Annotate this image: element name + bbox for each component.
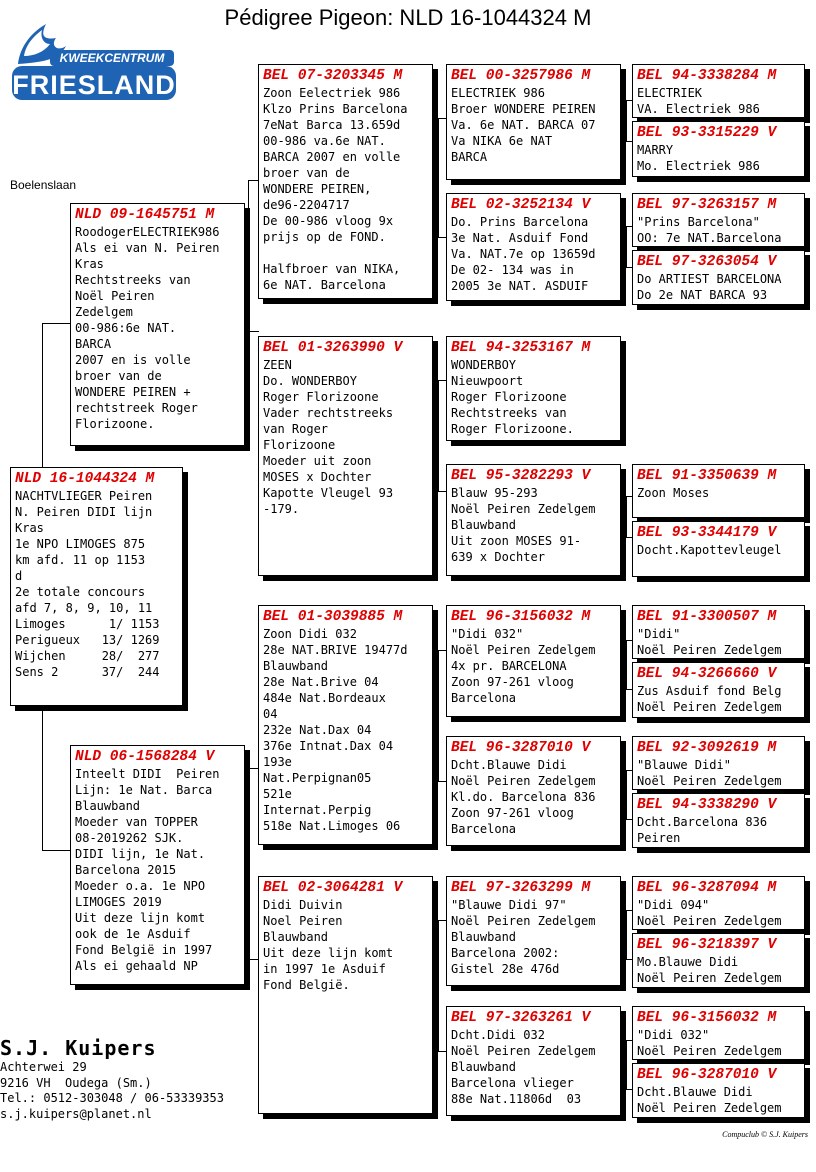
ring-number: BEL 97-3263054 V (637, 254, 777, 270)
pedigree-card-gen3[interactable] (446, 876, 621, 986)
pedigree-card-gen4[interactable] (632, 876, 805, 930)
pigeon-description: ELECTRIEK VA. Electriek 986 (637, 86, 760, 116)
ring-number: BEL 95-3282293 V (451, 468, 591, 484)
pigeon-description: Didi Duivin Noel Peiren Blauwband Uit deze lijn komt in 1997 1e Asduif Fond België. (263, 898, 394, 992)
pedigree-card-grandsire-paternal[interactable] (258, 64, 433, 299)
pigeon-description: Zoon Didi 032 28e NAT.BRIVE 19477d Blauwband 28e Nat.Brive 04 484e Nat.Bordeaux 04 232e Nat.Dax 04 376e Intnat.Dax 04 193e Nat.Perpignan05 521e Internat.Perpig 518e Nat.Limoges 06 (263, 627, 408, 833)
pedigree-card-gen4[interactable] (632, 662, 805, 718)
owner-email[interactable]: s.j.kuipers@planet.nl (0, 1106, 152, 1121)
pigeon-description: ZEEN Do. WONDERBOY Roger Florizoone Vader rechtstreeks van Roger Florizoone Moeder uit zoon MOSES x Dochter Kapotte Vleugel 93 -179. (263, 358, 394, 516)
pedigree-card-grandsire-maternal[interactable] (258, 605, 433, 845)
kweekcentrum-friesland-logo (10, 16, 178, 102)
pedigree-card-gen4[interactable] (632, 933, 805, 988)
ring-number: BEL 97-3263261 V (451, 1010, 591, 1026)
pigeon-description: Mo.Blauwe Didi Noël Peiren Zedelgem (637, 955, 782, 985)
loft-name: Boelenslaan (10, 178, 77, 192)
pedigree-card-gen3[interactable] (446, 64, 621, 180)
pedigree-card-gen4[interactable] (632, 121, 805, 177)
pedigree-card-gen4[interactable] (632, 64, 805, 118)
pigeon-description: Inteelt DIDI Peiren Lijn: 1e Nat. Barca Blauwband Moeder van TOPPER 08-2019262 SJK. DIDI lijn, 1e Nat. Barcelona 2015 Moeder o.a. 1e NPO LIMOGES 2019 Uit deze lijn komt ook de 1e Asduif Fond België in 1997 Als ei gehaald NP (75, 767, 220, 973)
pigeon-description: Dcht.Barcelona 836 Peiren (637, 815, 768, 845)
ring-number: BEL 01-3263990 V (263, 340, 403, 356)
pigeon-description: "Didi 094" Noël Peiren Zedelgem (637, 898, 782, 928)
ring-number: BEL 91-3350639 M (637, 468, 777, 484)
pigeon-description: Dcht.Didi 032 Noël Peiren Zedelgem Blauwband Barcelona vlieger 88e Nat.11806d 03 (451, 1028, 596, 1106)
owner-phone: Tel.: 0512-303048 / 06-53339353 (0, 1091, 224, 1105)
connector-line (42, 706, 71, 851)
credit-line: Compuclub © S.J. Kuipers (722, 1130, 808, 1139)
ring-number: BEL 02-3252134 V (451, 197, 591, 213)
pigeon-description: NACHTVLIEGER Peiren N. Peiren DIDI lijn Kras 1e NPO LIMOGES 875 km afd. 11 op 1153 d 2e totale concours afd 7, 8, 9, 10, 11 Limoges 1/ 1153 Perigueux 13/ 1269 Wijchen 28/ 277 Sens 2 37/ 244 (15, 489, 160, 679)
pedigree-card-granddam-maternal[interactable] (258, 876, 433, 1114)
ring-number: NLD 09-1645751 M (75, 207, 215, 223)
logo-main-text: FRIESLAND (12, 70, 176, 100)
ring-number: BEL 96-3156032 M (637, 1010, 777, 1026)
ring-number: BEL 94-3266660 V (637, 666, 777, 682)
pedigree-card-subject[interactable] (10, 467, 183, 706)
pigeon-description: WONDERBOY Nieuwpoort Roger Florizoone Rechtstreeks van Roger Florizoone. (451, 358, 574, 436)
owner-block (0, 1036, 224, 1122)
owner-city: 9216 VH Oudega (Sm.) (0, 1075, 152, 1090)
ring-number: BEL 07-3203345 M (263, 68, 403, 84)
ring-number: BEL 94-3338284 M (637, 68, 777, 84)
pedigree-card-gen4[interactable] (632, 1006, 805, 1060)
pedigree-card-gen3[interactable] (446, 736, 621, 846)
ring-number: NLD 16-1044324 M (15, 471, 155, 487)
owner-address: Achterwei 29 (0, 1060, 87, 1074)
ring-number: BEL 97-3263299 M (451, 880, 591, 896)
pedigree-card-gen4[interactable] (632, 1063, 805, 1118)
pigeon-description: "Prins Barcelona" OO: 7e NAT.Barcelona (637, 215, 782, 245)
pedigree-card-gen4[interactable] (632, 521, 805, 577)
pedigree-card-gen3[interactable] (446, 1006, 621, 1116)
ring-number: BEL 00-3257986 M (451, 68, 591, 84)
pedigree-card-gen4[interactable] (632, 736, 805, 790)
ring-number: BEL 96-3287010 V (637, 1067, 777, 1083)
ring-number: BEL 94-3253167 M (451, 340, 591, 356)
pigeon-description: Blauw 95-293 Noël Peiren Zedelgem Blauwband Uit zoon MOSES 91- 639 x Dochter (451, 486, 596, 564)
pigeon-description: Do ARTIEST BARCELONA Do 2e NAT BARCA 93 (637, 272, 782, 302)
pigeon-description: Dcht.Blauwe Didi Noël Peiren Zedelgem (637, 1085, 782, 1115)
pigeon-description: MARRY Mo. Electriek 986 (637, 143, 760, 173)
pedigree-card-gen3[interactable] (446, 605, 621, 717)
ring-number: BEL 96-3156032 M (451, 609, 591, 625)
pedigree-card-gen3[interactable] (446, 464, 621, 576)
pedigree-card-mother[interactable] (70, 745, 245, 985)
pigeon-description: "Blauwe Didi 97" Noël Peiren Zedelgem Blauwband Barcelona 2002: Gistel 28e 476d (451, 898, 596, 976)
pedigree-card-gen4[interactable] (632, 464, 805, 518)
pigeon-description: Zoon Eelectriek 986 Klzo Prins Barcelona 7eNat Barca 13.659d 00-986 va.6e NAT. BARCA 2007 en volle broer van de WONDERE PEIREN, de96-2204717 De 00-986 vloog 9x prijs op de FOND. Halfbroer van NIKA, 6e NAT. Barcelona (263, 86, 408, 292)
pedigree-card-gen4[interactable] (632, 793, 805, 848)
pigeon-description: ELECTRIEK 986 Broer WONDERE PEIREN Va. 6e NAT. BARCA 07 Va NIKA 6e NAT BARCA (451, 86, 596, 164)
ring-number: BEL 93-3344179 V (637, 525, 777, 541)
pigeon-description: Do. Prins Barcelona 3e Nat. Asduif Fond Va. NAT.7e op 13659d De 02- 134 was in 2005 3e NAT. ASDUIF (451, 215, 596, 293)
ring-number: BEL 94-3338290 V (637, 797, 777, 813)
pigeon-description: Docht.Kapottevleugel (637, 543, 782, 557)
connector-line (42, 323, 71, 468)
pigeon-description: "Didi 032" Noël Peiren Zedelgem (637, 1028, 782, 1058)
pedigree-card-gen4[interactable] (632, 193, 805, 247)
pigeon-description: "Blauwe Didi" Noël Peiren Zedelgem (637, 758, 782, 788)
pedigree-card-father[interactable] (70, 203, 245, 446)
pedigree-card-gen3[interactable] (446, 193, 621, 301)
ring-number: BEL 02-3064281 V (263, 880, 403, 896)
pigeon-description: Zus Asduif fond Belg Noël Peiren Zedelgem (637, 684, 782, 714)
pigeon-description: Dcht.Blauwe Didi Noël Peiren Zedelgem Kl.do. Barcelona 836 Zoon 97-261 vloog Barcelona (451, 758, 596, 836)
pedigree-card-gen4[interactable] (632, 605, 805, 659)
ring-number: BEL 96-3287010 V (451, 740, 591, 756)
pedigree-card-granddam-paternal[interactable] (258, 336, 433, 576)
page-title: Pédigree Pigeon: NLD 16-1044324 M (224, 5, 592, 30)
pigeon-description: Zoon Moses (637, 486, 710, 500)
ring-number: BEL 96-3218397 V (637, 937, 777, 953)
ring-number: BEL 96-3287094 M (637, 880, 777, 896)
pigeon-description: RoodogerELECTRIEK986 Als ei van N. Peiren Kras Rechtstreeks van Noël Peiren Zedelgem 00-986:6e NAT. BARCA 2007 en is volle broer van de WONDERE PEIREN + rechtstreek Roger Florizoone. (75, 225, 220, 431)
logo-top-text: KWEEKCENTRUM (59, 51, 165, 65)
owner-name: S.J. Kuipers (0, 1036, 157, 1060)
pigeon-description: "Didi" Noël Peiren Zedelgem (637, 627, 782, 657)
ring-number: BEL 93-3315229 V (637, 125, 777, 141)
ring-number: BEL 92-3092619 M (637, 740, 777, 756)
ring-number: BEL 91-3300507 M (637, 609, 777, 625)
ring-number: NLD 06-1568284 V (75, 749, 215, 765)
ring-number: BEL 97-3263157 M (637, 197, 777, 213)
ring-number: BEL 01-3039885 M (263, 609, 403, 625)
pedigree-card-gen4[interactable] (632, 250, 805, 305)
pigeon-description: "Didi 032" Noël Peiren Zedelgem 4x pr. BARCELONA Zoon 97-261 vloog Barcelona (451, 627, 596, 705)
pedigree-card-gen3[interactable] (446, 336, 621, 441)
